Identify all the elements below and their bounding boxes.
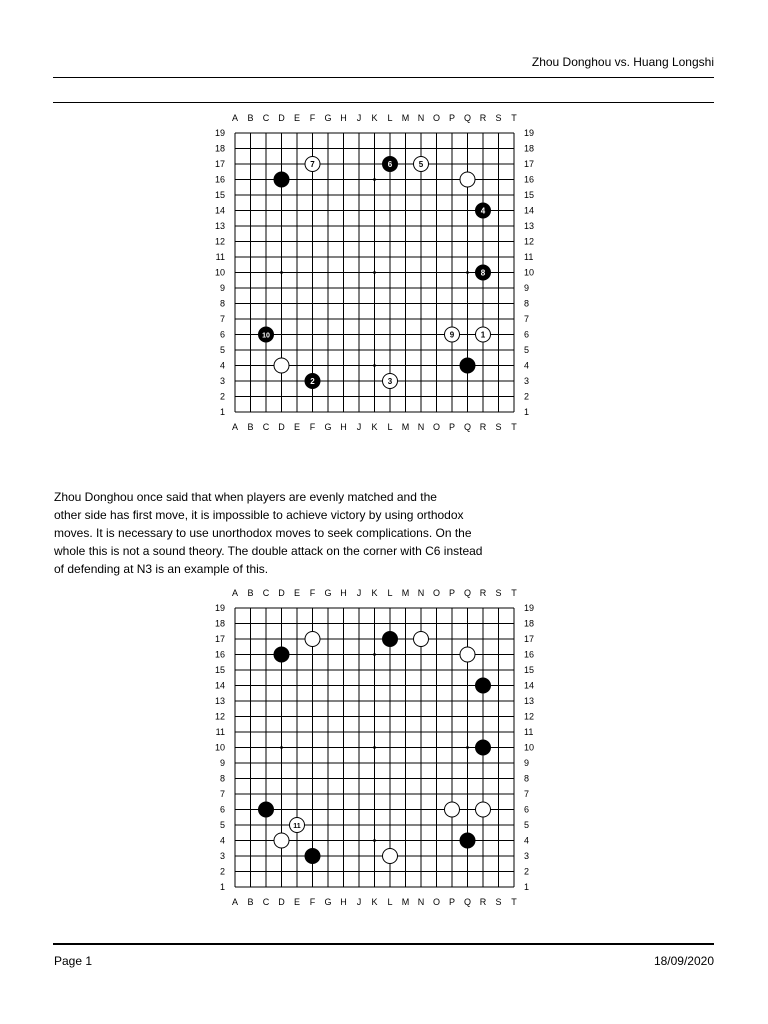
column-label: J — [356, 422, 362, 432]
row-label: 2 — [524, 391, 530, 402]
column-label: C — [262, 422, 270, 432]
row-label: 4 — [219, 835, 225, 846]
white-stone — [445, 802, 460, 817]
column-label: M — [401, 422, 410, 432]
move-number: 10 — [262, 332, 270, 340]
row-label: 19 — [524, 128, 535, 139]
move-number: 7 — [310, 160, 315, 169]
row-label: 14 — [214, 680, 225, 691]
column-label: B — [247, 422, 254, 432]
column-label: Q — [463, 897, 472, 907]
document-title: Zhou Donghou vs. Huang Longshi — [531, 55, 714, 69]
column-label: O — [432, 422, 441, 432]
column-label: M — [401, 897, 410, 907]
header-rule-top — [53, 77, 714, 78]
row-label: 19 — [214, 128, 225, 139]
row-label: 5 — [524, 820, 530, 831]
row-label: 18 — [214, 143, 225, 154]
row-label: 11 — [215, 252, 225, 263]
column-label: M — [401, 588, 410, 598]
row-label: 14 — [214, 205, 225, 216]
white-stone — [274, 833, 289, 848]
white-stone — [305, 632, 320, 647]
commentary-line: of defending at N3 is an example of this. — [54, 562, 269, 576]
row-label: 1 — [219, 882, 225, 893]
column-label: P — [448, 113, 456, 123]
column-label: N — [417, 588, 425, 598]
row-label: 10 — [214, 742, 225, 753]
column-label: F — [309, 588, 316, 598]
row-label: 16 — [214, 649, 225, 660]
column-label: K — [371, 113, 378, 123]
row-label: 12 — [214, 236, 225, 247]
column-label: J — [356, 897, 362, 907]
column-label: B — [247, 897, 254, 907]
column-label: P — [448, 897, 456, 907]
commentary-text — [54, 488, 524, 578]
move-number: 1 — [480, 330, 486, 340]
row-label: 15 — [524, 665, 535, 676]
row-label: 17 — [214, 159, 225, 170]
column-label: T — [511, 422, 517, 432]
row-label: 11 — [524, 252, 534, 263]
column-label: C — [262, 897, 270, 907]
row-label: 9 — [219, 283, 225, 294]
column-label: Q — [463, 422, 472, 432]
column-label: S — [495, 422, 502, 432]
hoshi-point — [373, 364, 376, 367]
column-label: H — [340, 588, 347, 598]
column-label: S — [495, 113, 502, 123]
move-number: 11 — [293, 823, 301, 830]
black-stone — [274, 647, 289, 662]
white-stone — [274, 358, 289, 373]
column-label: A — [231, 588, 239, 598]
row-label: 16 — [214, 174, 225, 185]
column-label: R — [479, 113, 487, 123]
row-label: 13 — [214, 221, 225, 232]
row-label: 10 — [214, 267, 225, 278]
column-label: E — [293, 897, 301, 907]
row-label: 18 — [524, 143, 535, 154]
black-stone — [305, 849, 320, 864]
column-label: H — [340, 113, 347, 123]
row-label: 2 — [219, 866, 225, 877]
column-label: K — [371, 897, 378, 907]
column-label: J — [356, 588, 362, 598]
commentary-line: Zhou Donghou once said that when players are evenly matched and the — [54, 490, 437, 504]
row-label: 1 — [524, 407, 530, 418]
move-number: 6 — [387, 160, 393, 169]
column-label: E — [293, 588, 301, 598]
go-board-svg — [202, 587, 535, 907]
hoshi-point — [373, 746, 376, 749]
white-stone — [414, 632, 429, 647]
column-label: L — [387, 422, 393, 432]
page-number: Page 1 — [54, 954, 93, 968]
column-label: G — [324, 897, 332, 907]
column-label: P — [448, 588, 456, 598]
header-rule-bottom — [53, 102, 714, 103]
column-label: H — [340, 897, 347, 907]
row-label: 15 — [524, 190, 535, 201]
move-number: 9 — [449, 330, 455, 340]
row-label: 14 — [524, 680, 535, 691]
row-label: 6 — [524, 804, 530, 815]
row-label: 17 — [524, 159, 535, 170]
column-label: E — [293, 113, 301, 123]
column-label: Q — [463, 588, 472, 598]
row-label: 2 — [524, 866, 530, 877]
row-label: 16 — [524, 174, 535, 185]
column-label: D — [278, 897, 285, 907]
column-label: K — [371, 422, 378, 432]
black-stone — [476, 678, 491, 693]
row-label: 6 — [219, 329, 225, 340]
row-label: 14 — [524, 205, 535, 216]
black-stone — [460, 833, 475, 848]
hoshi-point — [280, 271, 283, 274]
row-label: 19 — [524, 603, 535, 614]
black-stone — [460, 358, 475, 373]
row-label: 10 — [524, 267, 535, 278]
commentary-line: other side has first move, it is impossible to achieve victory by using orthodox — [54, 508, 464, 522]
black-stone — [476, 740, 491, 755]
column-label: T — [511, 897, 517, 907]
white-stone — [460, 647, 475, 662]
footer-date: 18/09/2020 — [653, 954, 714, 968]
row-label: 3 — [219, 376, 225, 387]
row-label: 3 — [219, 851, 225, 862]
column-label: T — [511, 588, 517, 598]
column-label: R — [479, 422, 487, 432]
column-label: T — [511, 113, 517, 123]
hoshi-point — [373, 653, 376, 656]
row-label: 18 — [524, 618, 535, 629]
column-label: A — [231, 422, 239, 432]
go-board-svg — [202, 112, 535, 432]
column-label: A — [231, 897, 239, 907]
column-label: S — [495, 897, 502, 907]
row-label: 3 — [524, 851, 530, 862]
column-label: S — [495, 588, 502, 598]
white-stone — [383, 849, 398, 864]
row-label: 18 — [214, 618, 225, 629]
move-number: 3 — [387, 377, 393, 386]
row-label: 8 — [219, 773, 225, 784]
row-label: 17 — [214, 634, 225, 645]
move-number: 2 — [310, 377, 315, 386]
row-label: 13 — [524, 696, 535, 707]
row-label: 4 — [524, 835, 530, 846]
column-label: C — [262, 113, 270, 123]
hoshi-point — [373, 178, 376, 181]
column-label: G — [324, 588, 332, 598]
row-label: 12 — [524, 711, 535, 722]
hoshi-point — [280, 746, 283, 749]
move-number: 4 — [480, 206, 486, 216]
column-label: L — [387, 113, 393, 123]
commentary-line: whole this is not a sound theory. The double attack on the corner with C6 instead — [54, 544, 483, 558]
row-label: 2 — [219, 391, 225, 402]
row-label: 1 — [524, 882, 530, 893]
column-label: G — [324, 422, 332, 432]
row-label: 7 — [219, 314, 225, 325]
column-label: A — [231, 113, 239, 123]
row-label: 5 — [219, 820, 225, 831]
column-label: N — [417, 113, 425, 123]
column-label: L — [387, 897, 393, 907]
row-label: 12 — [524, 236, 535, 247]
white-stone — [476, 802, 491, 817]
column-label: F — [309, 422, 316, 432]
column-label: R — [479, 897, 487, 907]
row-label: 10 — [524, 742, 535, 753]
row-label: 11 — [524, 727, 534, 738]
go-diagram-2 — [202, 587, 535, 907]
column-label: B — [247, 588, 254, 598]
row-label: 15 — [214, 665, 225, 676]
row-label: 13 — [524, 221, 535, 232]
column-label: C — [262, 588, 270, 598]
column-label: G — [324, 113, 332, 123]
row-label: 5 — [524, 345, 530, 356]
hoshi-point — [466, 271, 469, 274]
column-label: K — [371, 588, 378, 598]
hoshi-point — [373, 839, 376, 842]
column-label: O — [432, 897, 441, 907]
hoshi-point — [373, 271, 376, 274]
column-label: J — [356, 113, 362, 123]
row-label: 9 — [524, 283, 530, 294]
row-label: 5 — [219, 345, 225, 356]
row-label: 6 — [524, 329, 530, 340]
footer-rule — [53, 943, 714, 945]
column-label: N — [417, 422, 425, 432]
row-label: 6 — [219, 804, 225, 815]
move-number: 5 — [418, 160, 424, 169]
row-label: 8 — [524, 298, 530, 309]
row-label: 8 — [524, 773, 530, 784]
row-label: 7 — [524, 314, 530, 325]
column-label: B — [247, 113, 254, 123]
row-label: 15 — [214, 190, 225, 201]
black-stone — [274, 172, 289, 187]
column-label: N — [417, 897, 425, 907]
move-number: 8 — [480, 268, 486, 278]
row-label: 4 — [524, 360, 530, 371]
row-label: 8 — [219, 298, 225, 309]
column-label: Q — [463, 113, 472, 123]
row-label: 7 — [524, 789, 530, 800]
column-label: D — [278, 113, 285, 123]
row-label: 9 — [219, 758, 225, 769]
row-label: 9 — [524, 758, 530, 769]
column-label: O — [432, 588, 441, 598]
column-label: E — [293, 422, 301, 432]
row-label: 16 — [524, 649, 535, 660]
row-label: 12 — [214, 711, 225, 722]
black-stone — [259, 802, 274, 817]
column-label: P — [448, 422, 456, 432]
commentary-line: moves. It is necessary to use unorthodox moves to seek complications. On the — [54, 526, 472, 540]
hoshi-point — [466, 746, 469, 749]
row-label: 1 — [219, 407, 225, 418]
row-label: 19 — [214, 603, 225, 614]
column-label: M — [401, 113, 410, 123]
white-stone — [460, 172, 475, 187]
column-label: H — [340, 422, 347, 432]
black-stone — [383, 632, 398, 647]
column-label: O — [432, 113, 441, 123]
go-diagram-1 — [202, 112, 535, 432]
column-label: F — [309, 897, 316, 907]
row-label: 7 — [219, 789, 225, 800]
column-label: D — [278, 422, 285, 432]
column-label: L — [387, 588, 393, 598]
column-label: D — [278, 588, 285, 598]
column-label: R — [479, 588, 487, 598]
row-label: 4 — [219, 360, 225, 371]
row-label: 11 — [215, 727, 225, 738]
row-label: 13 — [214, 696, 225, 707]
row-label: 3 — [524, 376, 530, 387]
row-label: 17 — [524, 634, 535, 645]
column-label: F — [309, 113, 316, 123]
